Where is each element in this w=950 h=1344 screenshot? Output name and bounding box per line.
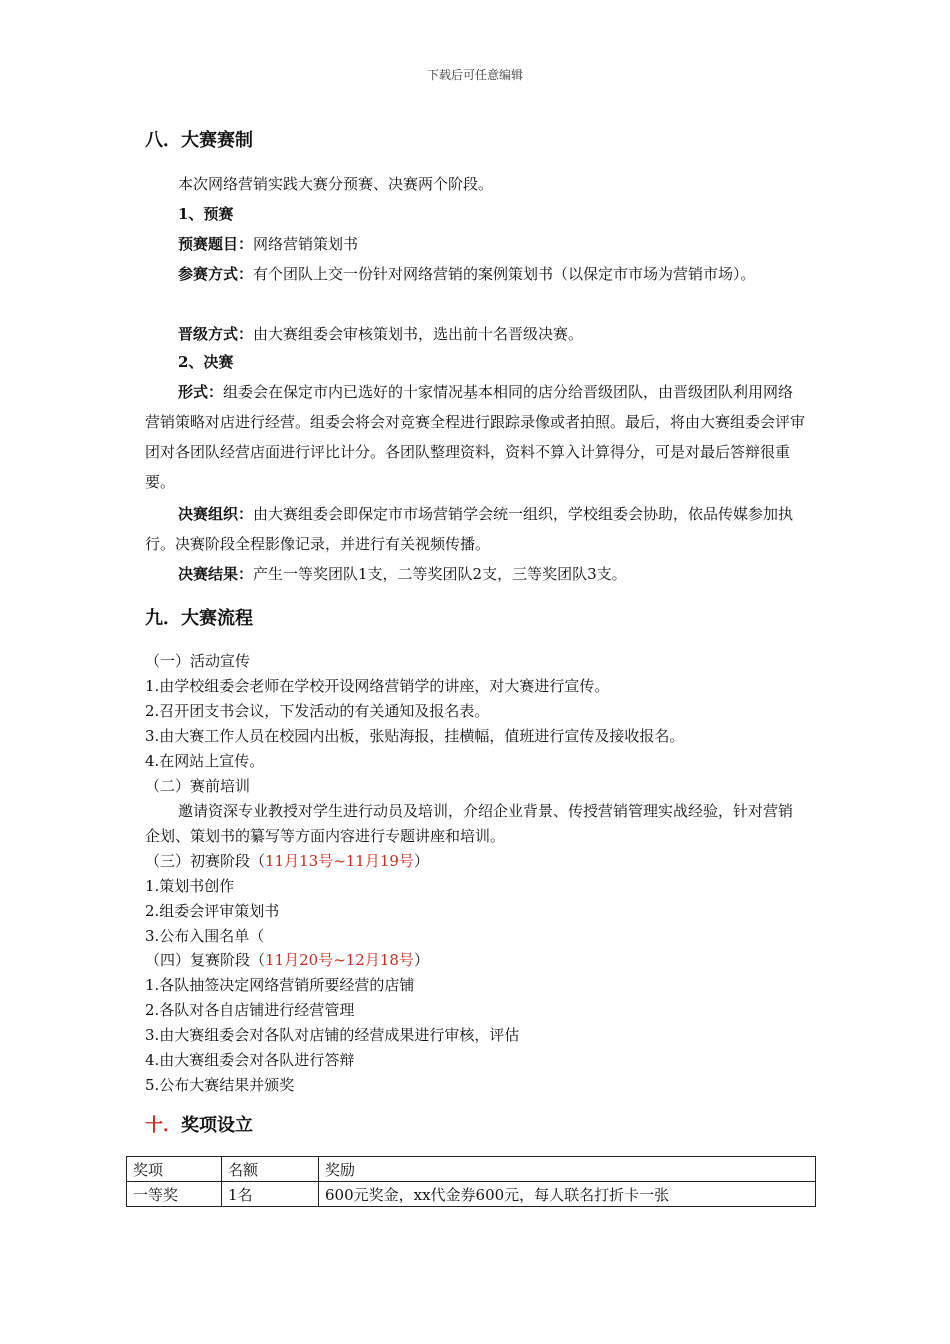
awards-table — [126, 1156, 816, 1207]
s8-advance — [145, 319, 807, 349]
topic-text: 网络营销策划书 — [253, 235, 359, 253]
s8-prelim-title: 1、预赛 — [178, 205, 234, 223]
topic-label: 预赛题目： — [178, 235, 254, 253]
phase-4-suffix: ） — [413, 951, 429, 969]
table-header-cell: 奖项 — [127, 1157, 222, 1182]
advance-text: 由大赛组委会审核策划书，选出前十名晋级决赛。 — [253, 325, 584, 343]
phase-3-suffix: ） — [413, 852, 429, 870]
s9-phase-3 — [145, 849, 807, 874]
table-cell: 600元奖金，xx代金券600元，每人联名打折卡一张 — [319, 1182, 816, 1207]
section-10-text: 奖项设立 — [181, 1115, 253, 1136]
phase-4-prefix: （四）复赛阶段（ — [145, 951, 266, 969]
form-label: 形式： — [178, 383, 224, 401]
s9-phase-2: （二）赛前培训 — [145, 777, 251, 795]
form-text: 组委会在保定市内已选好的十家情况基本相同的店分给晋级团队，由晋级团队利用网络营销策略对店进行经营。组委会将会对竞赛全程进行跟踪录像或者拍照。最后，将由大赛组委会评审团对各团队经营店面进行评比计分。各团队整理资料，资料不算入计算得分，可是对最后答辩很重要。 — [145, 383, 806, 491]
org-text: 由大赛组委会即保定市市场营销学会统一组织，学校组委会协助，依品传媒参加执行。决赛阶段全程影像记录，并进行有关视频传播。 — [145, 505, 794, 553]
section-10-title — [145, 1111, 253, 1137]
table-header-row — [127, 1157, 816, 1182]
table-header-cell: 奖励 — [319, 1157, 816, 1182]
s8-org — [145, 499, 807, 559]
list-item: 1.各队抽签决定网络营销所要经营的店铺 — [145, 976, 415, 994]
s8-form — [145, 377, 807, 497]
table-header-cell: 名额 — [222, 1157, 319, 1182]
page-header: 下载后可任意编辑 — [426, 68, 523, 82]
list-item: 3.由大赛工作人员在校园内出板，张贴海报，挂横幅，值班进行宣传及接收报名。 — [145, 727, 685, 745]
list-item: 3.公布入围名单（ — [145, 927, 265, 945]
list-item: 2.各队对各自店铺进行经营管理 — [145, 1001, 355, 1019]
table-cell: 1名 — [222, 1182, 319, 1207]
s8-topic — [145, 229, 807, 259]
list-item: 2.召开团支书会议，下发活动的有关通知及报名表。 — [145, 702, 490, 720]
advance-label: 晋级方式： — [178, 325, 254, 343]
table-cell: 一等奖 — [127, 1182, 222, 1207]
section-8-title: 八．大赛赛制 — [145, 130, 253, 151]
s8-mode — [145, 259, 807, 289]
s8-final-title: 2、决赛 — [178, 353, 234, 371]
s8-intro: 本次网络营销实践大赛分预赛、决赛两个阶段。 — [178, 175, 494, 193]
org-label: 决赛组织： — [178, 505, 254, 523]
list-item: 1.策划书创作 — [145, 877, 235, 895]
phase-3-date: 11月13号~11月19号 — [265, 852, 414, 870]
mode-text: 有个团队上交一份针对网络营销的案例策划书（以保定市市场为营销市场）。 — [253, 265, 756, 283]
list-item: 3.由大赛组委会对各队对店铺的经营成果进行审核，评估 — [145, 1026, 520, 1044]
list-item: 1.由学校组委会老师在学校开设网络营销学的讲座，对大赛进行宣传。 — [145, 677, 610, 695]
section-9-title: 九．大赛流程 — [145, 608, 253, 629]
result-text: 产生一等奖团队1支，二等奖团队2支，三等奖团队3支。 — [253, 565, 627, 583]
s8-result — [145, 559, 807, 589]
phase-3-prefix: （三）初赛阶段（ — [145, 852, 266, 870]
list-item: 4.由大赛组委会对各队进行答辩 — [145, 1051, 355, 1069]
s9-training-text: 邀请资深专业教授对学生进行动员及培训，介绍企业背景、传授营销管理实战经验，针对营销企划、策划书的纂写等方面内容进行专题讲座和培训。 — [145, 802, 794, 845]
s9-phase-4 — [145, 948, 807, 973]
list-item: 5.公布大赛结果并颁奖 — [145, 1076, 295, 1094]
s9-phase-1: （一）活动宣传 — [145, 652, 251, 670]
phase-4-date: 11月20号~12月18号 — [265, 951, 414, 969]
list-item: 2.组委会评审策划书 — [145, 902, 280, 920]
list-item: 4.在网站上宣传。 — [145, 752, 265, 770]
section-10-number: 十． — [145, 1115, 181, 1136]
table-row — [127, 1182, 816, 1207]
result-label: 决赛结果： — [178, 565, 254, 583]
mode-label: 参赛方式： — [178, 265, 254, 283]
